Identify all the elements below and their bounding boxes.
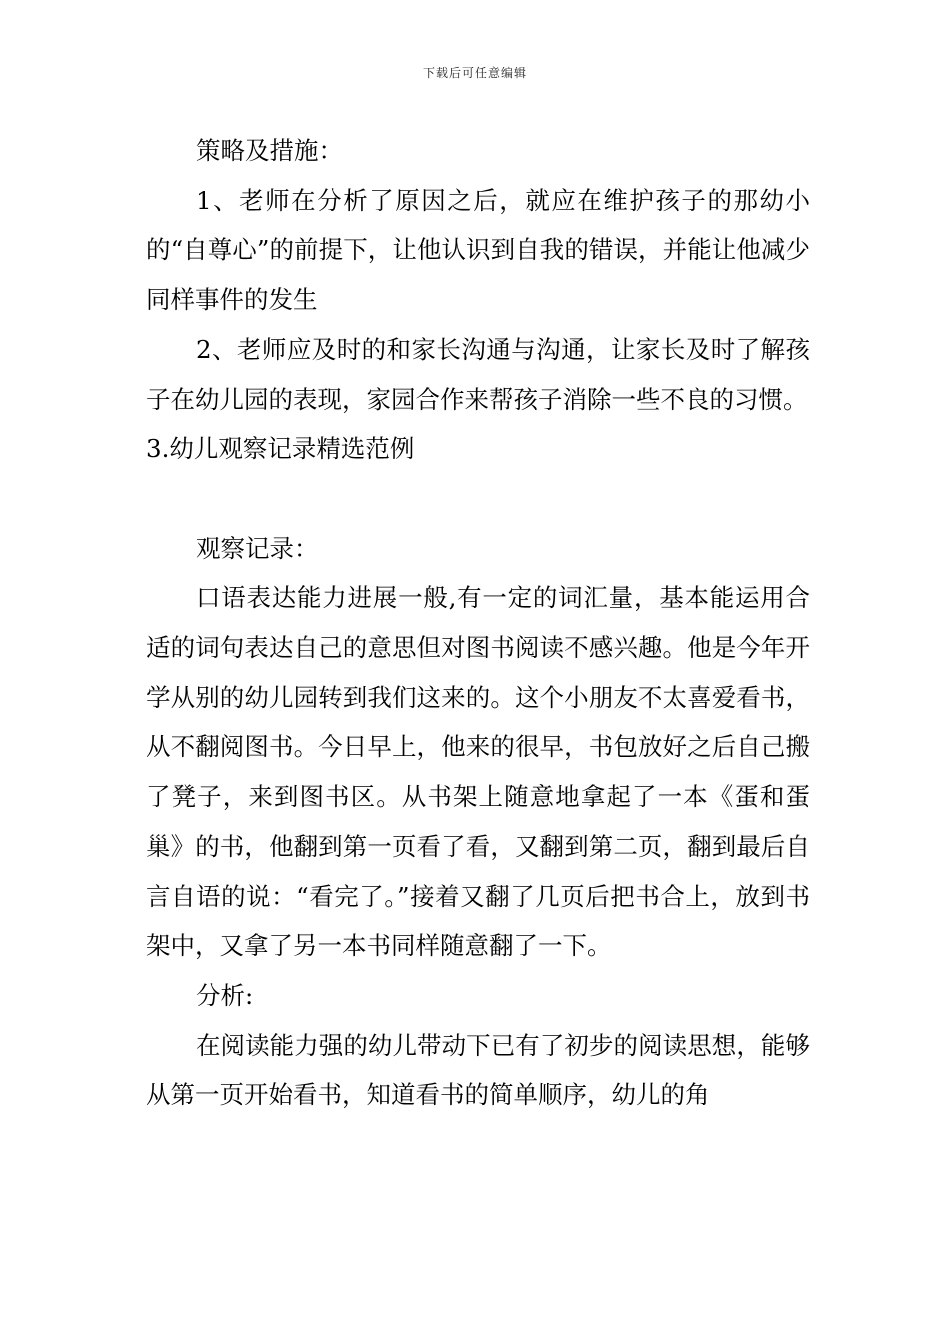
heading-analysis: 分析:	[196, 980, 254, 1010]
heading-strategies: 策略及措施：	[196, 136, 343, 165]
paragraph-strategy-1: 1、老师在分析了原因之后，就应在维护孩子的那幼小的“自尊心”的前提下，让他认识到自我的错误，并能让他减少同样事件的发生	[146, 185, 810, 315]
paragraph-strategy-2: 2、老师应及时的和家长沟通与沟通，让家长及时了解孩子在幼儿园的表现，家园合作来帮孩子消除一些不良的习惯。	[146, 334, 810, 414]
page-header: 下载后可任意编辑	[422, 66, 527, 80]
paragraph-analysis: 在阅读能力强的幼儿带动下已有了初步的阅读思想，能够从第一页开始看书，知道看书的简单顺序，幼儿的角	[146, 1030, 810, 1110]
blank-line	[146, 474, 810, 524]
document-body	[146, 126, 810, 1120]
heading-observation: 观察记录：	[196, 533, 319, 563]
section-title: 3.幼儿观察记录精选范例	[146, 434, 415, 464]
paragraph-observation: 口语表达能力进展一般,有一定的词汇量，基本能运用合适的词句表达自己的意思但对图书阅读不感兴趣。他是今年开学从别的幼儿园转到我们这来的。这个小朋友不太喜爱看书，从不翻阅图书。今日早上，他来的很早，书包放好之后自己搬了凳子，来到图书区。从书架上随意地拿起了一本《蛋和蛋巢》的书，他翻到第一页看了看，又翻到第二页，翻到最后自言自语的说：“看完了。”接着又翻了几页后把书合上，放到书架中，又拿了另一本书同样随意翻了一下。	[146, 583, 810, 961]
